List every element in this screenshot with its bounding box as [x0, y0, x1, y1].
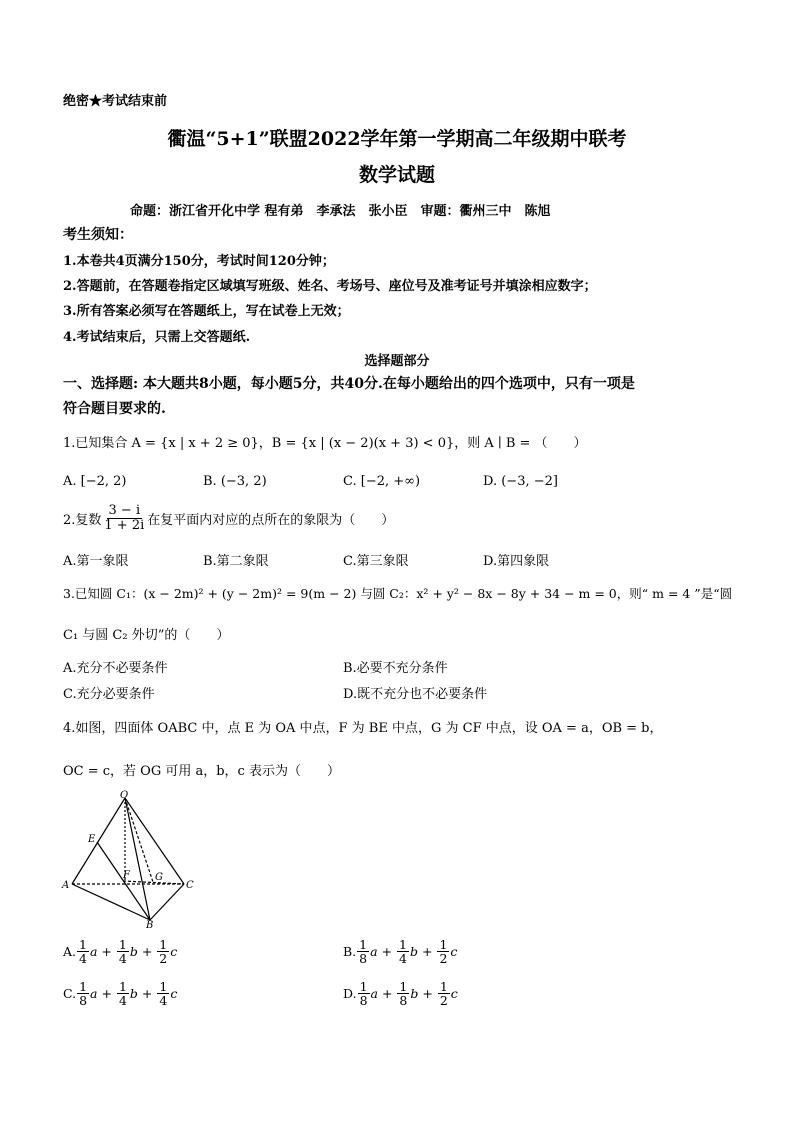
q4-option-d: [343, 980, 458, 1007]
notice-item: 4.考试结束后，只需上交答题纸.: [63, 330, 251, 345]
vector-c: c: [170, 986, 178, 1002]
fig-label: C: [186, 880, 194, 891]
notice-heading: 考生须知：: [63, 227, 133, 243]
q4-option-b: [343, 938, 457, 965]
q3-option-b: B.必要不充分条件: [343, 661, 448, 676]
secret-label: 绝密★考试结束前: [63, 94, 168, 109]
tetrahedron-figure: [60, 788, 200, 928]
coef-num: 1: [399, 979, 408, 994]
coef-den: 8: [399, 993, 408, 1009]
q2-option-a: A.第一象限: [63, 554, 129, 569]
plus-sign: +: [141, 986, 153, 1002]
plus-sign: +: [422, 986, 433, 1002]
coef-num: 1: [79, 937, 87, 952]
q1-option-c: C. [−2, +∞): [343, 474, 421, 489]
q4-option-a: [63, 938, 177, 965]
section-instruction-cont: 符合题目要求的.: [63, 401, 166, 417]
notice-item: 3.所有答案必须写在答题纸上，写在试卷上无效；: [63, 304, 350, 319]
coef-num: 1: [439, 937, 448, 952]
coef-num: 1: [118, 937, 127, 952]
q3-option-d: D.既不充分也不必要条件: [343, 687, 488, 702]
coef-num: 1: [159, 979, 168, 994]
q2-option-b: B.第二象限: [203, 554, 269, 569]
fig-label: O: [120, 790, 129, 801]
q3-option-c: C.充分必要条件: [63, 687, 155, 702]
coef-den: 4: [79, 951, 87, 967]
notice-item: 1.本卷共4页满分150分，考试时间120分钟；: [63, 254, 335, 269]
option-letter: B.: [343, 944, 357, 960]
option-letter: D.: [343, 986, 357, 1002]
fig-label: F: [123, 870, 130, 881]
q2-stem-suffix: 在复平面内对应的点所在的象限为（ ）: [147, 512, 395, 528]
vector-a: a: [370, 944, 378, 960]
q2-frac-den: 1 + 2i: [104, 517, 145, 533]
q1-stem: 1.已知集合 A = {x | x + 2 ≥ 0}，B = {x | (x − 2)(x + 3) < 0}，则 A ∣ B = （ ）: [63, 436, 587, 451]
q2-option-d: D.第四象限: [483, 554, 550, 569]
q2-stem-prefix: 2.复数: [63, 512, 102, 528]
vector-c: c: [170, 944, 178, 960]
vector-b: b: [410, 986, 419, 1002]
coef-num: 1: [118, 979, 127, 994]
q4-option-c: [63, 980, 177, 1007]
section-instruction: 一、选择题: 本大题共8小题，每小题5分，共40分.在每小题给出的四个选项中，只有一项是: [63, 376, 635, 392]
section-title: 选择题部分: [364, 354, 430, 369]
fig-label: A: [62, 880, 70, 891]
authors-line: 命题：浙江省开化中学 程有弟 李承法 张小臣 审题：衢州三中 陈旭: [130, 204, 551, 219]
vector-b: b: [409, 944, 418, 960]
option-letter: C.: [63, 986, 77, 1002]
coef-den: 8: [359, 951, 368, 967]
plus-sign: +: [381, 986, 393, 1002]
q3-stem: 3.已知圆 C₁：(x − 2m)² + (y − 2m)² = 9(m − 2) 与圆 C₂：x² + y² − 8x − 8y + 34 − m = 0，则“ m = 4 ”是“圆: [63, 586, 733, 601]
coef-num: 1: [159, 937, 168, 952]
vector-b: b: [129, 986, 138, 1002]
q1-option-a: A. [−2, 2): [63, 474, 127, 489]
vector-c: c: [450, 986, 458, 1002]
plus-sign: +: [101, 944, 112, 960]
q2-fraction: [102, 504, 146, 532]
coef-den: 4: [159, 993, 168, 1009]
q2-option-c: C.第三象限: [343, 554, 409, 569]
q4-stem: 4.如图，四面体 OABC 中，点 E 为 OA 中点，F 为 BE 中点，G 为 CF 中点，设 OA = a，OB = b，: [63, 721, 663, 736]
coef-num: 1: [79, 979, 88, 994]
coef-num: 1: [439, 979, 448, 994]
coef-den: 4: [399, 951, 407, 967]
coef-num: 1: [359, 979, 368, 994]
plus-sign: +: [421, 944, 433, 960]
exam-subtitle: 数学试题: [358, 164, 435, 186]
vector-a: a: [89, 944, 98, 960]
vector-b: b: [129, 944, 138, 960]
fig-label: E: [88, 834, 96, 845]
coef-den: 8: [359, 993, 368, 1009]
coef-den: 2: [439, 993, 448, 1009]
notice-item: 2.答题前，在答题卷指定区域填写班级、姓名、考场号、座位号及准考证号并填涂相应数字；: [63, 279, 597, 294]
q2-stem: [63, 504, 394, 532]
coef-den: 4: [118, 993, 127, 1009]
coef-den: 8: [79, 993, 88, 1009]
fig-label: G: [155, 872, 163, 883]
coef-num: 1: [359, 937, 368, 952]
vector-a: a: [90, 986, 98, 1002]
coef-den: 2: [439, 951, 448, 967]
plus-sign: +: [101, 986, 112, 1002]
q1-option-b: B. (−3, 2): [203, 474, 267, 489]
coef-den: 2: [159, 951, 168, 967]
vector-c: c: [450, 944, 458, 960]
q4-stem-cont: OC = c，若 OG 可用 a，b，c 表示为（ ）: [63, 764, 340, 779]
coef-den: 4: [118, 951, 127, 967]
exam-title: 衢温“5+1”联盟2022学年第一学期高二年级期中联考: [167, 128, 627, 150]
coef-num: 1: [399, 937, 407, 952]
q2-frac-num: 3 − i: [108, 503, 141, 518]
q3-option-a: A.充分不必要条件: [63, 661, 168, 676]
vector-a: a: [370, 986, 378, 1002]
fig-label: B: [146, 920, 154, 928]
q1-option-d: D. (−3, −2]: [483, 474, 558, 489]
plus-sign: +: [141, 944, 153, 960]
option-letter: A.: [63, 944, 77, 960]
q3-stem-cont: C₁ 与圆 C₂ 外切”的（ ）: [63, 628, 230, 643]
plus-sign: +: [381, 944, 393, 960]
